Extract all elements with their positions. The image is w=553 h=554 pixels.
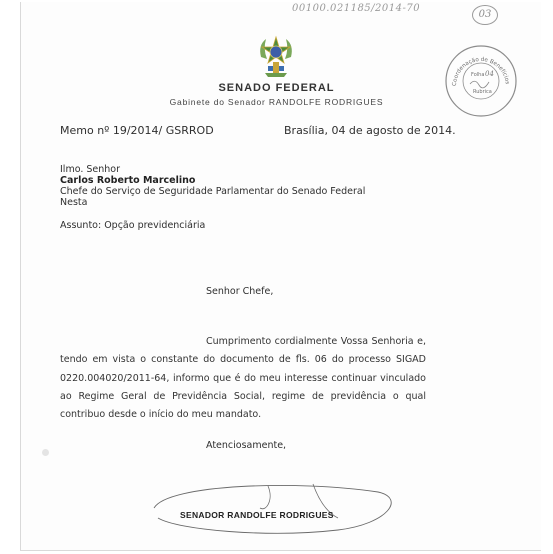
signatory-name: SENADOR RANDOLFE RODRIGUES xyxy=(180,510,334,520)
memo-place-date: Brasília, 04 de agosto de 2014. xyxy=(284,124,456,137)
organization-name: SENADO FEDERAL xyxy=(218,82,335,94)
punch-hole xyxy=(42,449,49,456)
closing: Atenciosamente, xyxy=(206,440,287,451)
stamp-folha-label: Folha xyxy=(471,72,485,78)
recipient-name: Carlos Roberto Marcelino xyxy=(60,175,196,186)
body-paragraph: Cumprimento cordialmente Vossa Senhoria e, tendo em vista o constante do documento de fls. 06 do processo SIGAD 0220.004020/2011-64, informo que é do meu interesse continuar vinculado ao Regime Geral de Previdência Social, regime de previdência o qual contribuo desde o início do meu mandato. xyxy=(60,336,426,421)
recipient-position: Chefe do Serviço de Seguridade Parlamentar do Senado Federal xyxy=(60,186,366,197)
recipient-salutation: Ilmo. Senhor xyxy=(60,164,121,175)
handwritten-page-number: 03 xyxy=(472,5,498,25)
memo-number: Memo nº 19/2014/ GSRROD xyxy=(60,124,214,137)
handwritten-reference: 00100.021185/2014-70 xyxy=(292,3,421,14)
stamp-arc-text: Coordenação de Benefícios xyxy=(451,56,510,87)
signature-flourish xyxy=(148,478,398,538)
protocol-stamp xyxy=(444,44,518,118)
stamp-rubrica-label: Rubrica xyxy=(473,89,492,95)
organization-subtitle: Gabinete do Senador RANDOLFE RODRIGUES xyxy=(169,97,384,107)
coat-of-arms-icon xyxy=(257,35,295,79)
greeting: Senhor Chefe, xyxy=(206,286,274,297)
subject-line: Assunto: Opção previdenciária xyxy=(60,220,206,231)
recipient-location: Nesta xyxy=(60,197,88,208)
stamp-folha-number: 04 xyxy=(485,70,494,78)
